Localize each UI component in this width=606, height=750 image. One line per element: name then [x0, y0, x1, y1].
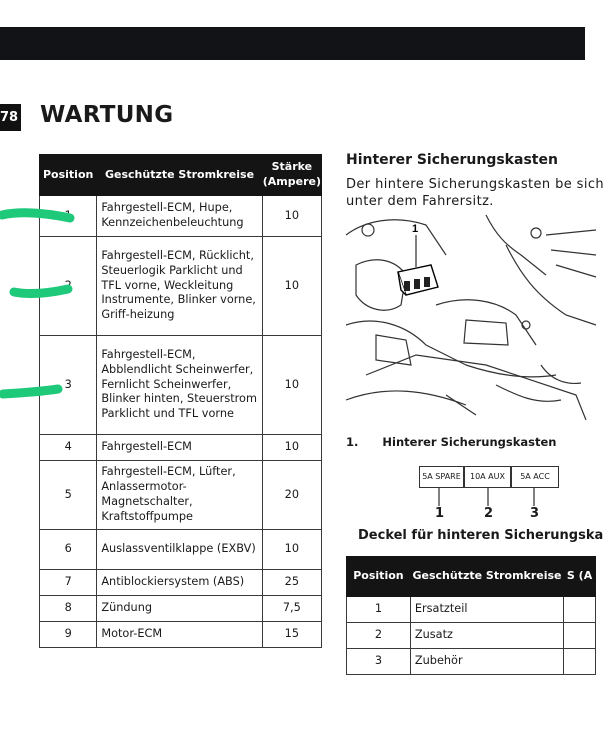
row-position: 7 — [40, 570, 97, 596]
table-row — [40, 336, 322, 435]
header-position: Position — [40, 155, 97, 196]
photo-caption — [346, 435, 557, 449]
row-circuits: Zubehör — [410, 649, 563, 675]
row-position: 9 — [40, 622, 97, 648]
cover-number: 2 — [484, 506, 494, 521]
cover-leader-lines — [419, 488, 559, 508]
fuse-box-illustration — [346, 215, 596, 420]
cover-label-acc: 5A ACC — [511, 466, 559, 488]
page-number: 78 — [0, 104, 21, 131]
rear-fuse-table — [346, 556, 596, 675]
section-text: Der hintere Sicherungskasten be sich unter dem Fahrersitz. — [346, 177, 605, 209]
table-row — [347, 623, 596, 649]
row-position: 6 — [40, 530, 97, 570]
row-circuits: Fahrgestell-ECM, Rücklicht, Steuerlogik Parklicht und TFL vorne, Weckleitung Instrumente, Blinker vorne, Griff-heizung — [97, 237, 262, 336]
photo-callout-number: 1 — [412, 223, 419, 235]
row-circuits: Fahrgestell-ECM, Lüfter, Anlassermotor-Magnetschalter, Kraftstoffpumpe — [97, 461, 262, 530]
row-circuits: Fahrgestell-ECM — [97, 435, 262, 461]
row-position: 2 — [40, 237, 97, 336]
table-row — [40, 530, 322, 570]
table-row — [40, 622, 322, 648]
header-amperage: S (A — [564, 557, 596, 597]
cover-number: 1 — [435, 506, 445, 521]
section-heading: Hinterer Sicherungskasten — [346, 152, 558, 168]
row-circuits: Zündung — [97, 596, 262, 622]
table-row — [40, 435, 322, 461]
table-row — [40, 596, 322, 622]
row-circuits: Ersatzteil — [410, 597, 563, 623]
highlighter-mark — [8, 280, 73, 302]
table-row — [40, 196, 322, 237]
row-amperage: 25 — [262, 570, 321, 596]
cover-label-spare: 5A SPARE — [419, 466, 464, 488]
row-circuits: Fahrgestell-ECM, Hupe, Kennzeichenbeleuchtung — [97, 196, 262, 237]
header-position: Position — [347, 557, 411, 597]
highlighter-mark — [0, 204, 75, 226]
row-position: 2 — [347, 623, 411, 649]
row-position: 3 — [347, 649, 411, 675]
main-fuse-table — [39, 154, 322, 648]
highlighter-mark — [0, 381, 65, 403]
row-position: 1 — [40, 196, 97, 237]
page-title: WARTUNG — [40, 102, 174, 128]
row-amperage: 10 — [262, 435, 321, 461]
row-position: 3 — [40, 336, 97, 435]
header-circuits: Geschützte Stromkreise — [410, 557, 563, 597]
row-amperage: 10 — [262, 530, 321, 570]
header-circuits: Geschützte Stromkreise — [97, 155, 262, 196]
table-header-row — [347, 557, 596, 597]
row-circuits: Motor-ECM — [97, 622, 262, 648]
table-row — [40, 570, 322, 596]
row-position: 4 — [40, 435, 97, 461]
row-amperage: 20 — [262, 461, 321, 530]
cover-number: 3 — [530, 506, 540, 521]
row-amperage: 10 — [262, 336, 321, 435]
row-amperage — [564, 597, 596, 623]
row-circuits: Fahrgestell-ECM, Abblendlicht Scheinwerfer, Fernlicht Scheinwerfer, Blinker hinten, Steuerstrom Parklicht und TFL vorne — [97, 336, 262, 435]
table-row — [347, 649, 596, 675]
row-amperage: 10 — [262, 237, 321, 336]
row-position: 5 — [40, 461, 97, 530]
top-bar — [0, 27, 585, 60]
cover-label-aux: 10A AUX — [464, 466, 511, 488]
caption-label: Hinterer Sicherungskasten — [382, 435, 557, 449]
row-amperage: 7,5 — [262, 596, 321, 622]
row-amperage — [564, 623, 596, 649]
row-amperage — [564, 649, 596, 675]
header-amperage: Stärke (Ampere) — [262, 155, 321, 196]
row-amperage: 15 — [262, 622, 321, 648]
row-circuits: Auslassventilklappe (EXBV) — [97, 530, 262, 570]
row-amperage: 10 — [262, 196, 321, 237]
row-circuits: Antiblockiersystem (ABS) — [97, 570, 262, 596]
table-row — [40, 237, 322, 336]
row-position: 1 — [347, 597, 411, 623]
fuse-cover-label — [419, 466, 559, 488]
row-position: 8 — [40, 596, 97, 622]
row-circuits: Zusatz — [410, 623, 563, 649]
table-row — [40, 461, 322, 530]
cover-heading: Deckel für hinteren Sicherungska — [358, 528, 604, 543]
table-header-row — [40, 155, 322, 196]
table-row — [347, 597, 596, 623]
caption-number: 1. — [346, 435, 359, 449]
